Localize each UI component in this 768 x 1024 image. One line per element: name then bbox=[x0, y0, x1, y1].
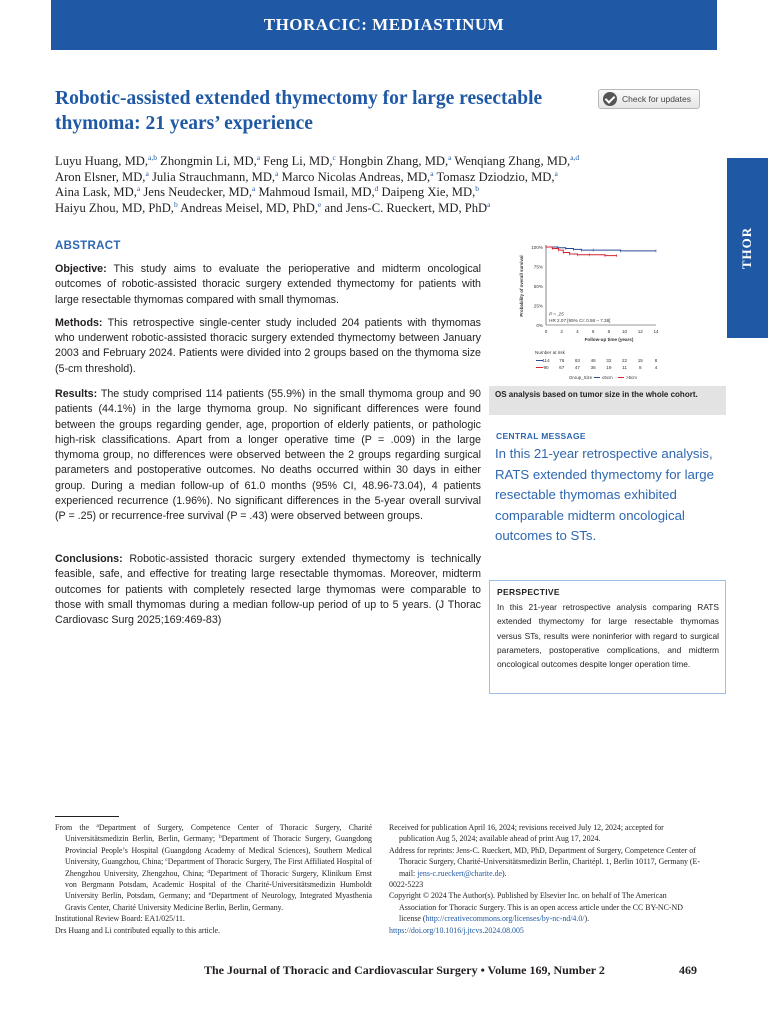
copyright-text: Copyright © 2024 The Author(s). Published by Elsevier Inc. on behalf of The American Association for Thoracic Surgery. This is an open access article under the CC BY-NC-ND license ( bbox=[389, 891, 683, 924]
conclusions-label: Conclusions: bbox=[55, 553, 123, 565]
author-affiliation-mark: a,d bbox=[570, 153, 580, 162]
article-title: Robotic-assisted extended thymectomy for large resectable thymoma: 21 years’ experience bbox=[55, 88, 543, 134]
affiliations-intro: From the bbox=[55, 823, 97, 832]
footnote-rule bbox=[55, 816, 119, 817]
affiliation-mark: d bbox=[207, 868, 211, 875]
affiliation-mark: e bbox=[208, 891, 212, 898]
risk-count: 36 bbox=[590, 365, 596, 370]
affiliation-text: Department of Neurology, Integrated Myasthenia Gravis Center, Charité University Medicine Berlin, Berlin, Germany. bbox=[65, 891, 372, 912]
risk-count: 8 bbox=[639, 365, 642, 370]
results-paragraph bbox=[55, 387, 481, 525]
affiliation-text: Department of Surgery, Competence Center of Thoracic Surgery, Charité Universitätsmedizin Berlin, Berlin, Germany; bbox=[65, 823, 372, 844]
contribution-note: Drs Huang and Li contributed equally to this article. bbox=[55, 925, 221, 935]
risk-count: 76 bbox=[559, 358, 565, 363]
author-affiliation-mark: a bbox=[145, 168, 149, 178]
survival-figure bbox=[489, 241, 726, 386]
author-name: Andreas Meisel, MD, PhD, bbox=[180, 200, 318, 215]
author-name: Daipeng Xie, MD, bbox=[381, 185, 476, 200]
risk-count: 8 bbox=[654, 358, 658, 363]
legend-title: Group_Size bbox=[569, 375, 593, 380]
author-affiliation-mark: a bbox=[275, 168, 279, 178]
author-affiliation-mark: a bbox=[487, 199, 491, 209]
risk-count: 11 bbox=[622, 365, 627, 370]
y-tick-label: 100% bbox=[531, 245, 543, 250]
author-name: Hongbin Zhang, MD, bbox=[339, 154, 449, 168]
figure-caption: OS analysis based on tumor size in the whole cohort. bbox=[489, 386, 726, 415]
author-affiliation-mark: d bbox=[374, 184, 379, 194]
author-name: Aron Elsner, MD, bbox=[55, 169, 146, 184]
objective-label: Objective: bbox=[55, 263, 107, 275]
x-tick-label: 4 bbox=[576, 329, 579, 334]
y-tick-label: 75% bbox=[533, 264, 543, 270]
perspective-heading: PERSPECTIVE bbox=[497, 587, 560, 597]
author-name: Haiyu Zhou, MD, PhD, bbox=[55, 200, 174, 215]
results-text: The study comprised 114 patients (55.9%) in the small thymoma group and 90 patients (44.1%) in the large thymoma group. No significant differences were found between the groups regarding gender, age, proportion of elderly patients, or pathologic high-risk classifications. Apart from a longer operative time (P = .009) in the large thymoma group, no differences were observed between the 2 groups regarding surgical parameters and postoperative outcomes. No deaths occurred within 30 days in either group. During a median follow-up of 61.0 months (95% CI, 48.96-73.04), 4 patients experienced recurrence (1.96%). No significant differences in the 5-year overall survival (P = .25) or recurrence-free survival (P = .43) were observed between groups. bbox=[55, 388, 481, 523]
risk-count: 46 bbox=[590, 358, 596, 363]
email-link[interactable]: jens-c.rueckert@charite.de bbox=[417, 868, 503, 878]
author-affiliation-mark: a bbox=[430, 168, 434, 178]
risk-count: 19 bbox=[606, 365, 612, 370]
author-affiliation-mark: a bbox=[136, 184, 141, 194]
x-tick-label: 12 bbox=[637, 329, 643, 334]
perspective-text: In this 21-year retrospective analysis comparing RATS extended thymectomy for large resectable thymomas versus STs, results were noninferior with regard to surgical parameters, postoperative complications, and midterm oncological outcomes despite longer operation time. bbox=[497, 602, 719, 670]
footnotes-right bbox=[389, 822, 701, 936]
author-affiliation-mark: b bbox=[475, 184, 479, 194]
author-affiliation-mark: a bbox=[554, 168, 558, 178]
affiliations bbox=[55, 822, 372, 913]
author-affiliation-mark: a,b bbox=[148, 153, 158, 162]
perspective-box bbox=[489, 580, 726, 694]
risk-table-title: Number at risk bbox=[535, 350, 565, 355]
risk-count: 47 bbox=[574, 365, 580, 370]
copyright-end: ). bbox=[584, 914, 590, 924]
journal-footer: The Journal of Thoracic and Cardiovascular Surgery • Volume 169, Number 2 bbox=[204, 963, 605, 977]
author-name: Wenqiang Zhang, MD, bbox=[454, 154, 571, 168]
affiliation-mark: b bbox=[218, 834, 222, 841]
x-tick-label: 10 bbox=[622, 329, 628, 334]
author-name: Aina Lask, MD, bbox=[55, 185, 137, 200]
address-text: Address for reprints: Jens-C. Rueckert, MD, PhD, Department of Surgery, Competence Center of Thoracic Surgery, Charité-Universitätsmedizin Berlin, Charitépl. 1, Berlin 10117, Germany (E-mail: bbox=[389, 845, 701, 878]
author-affiliation-mark: a bbox=[251, 184, 256, 194]
risk-count: 63 bbox=[574, 358, 580, 363]
author-affiliation-mark: a bbox=[448, 153, 452, 162]
conclusions-text: Robotic-assisted thoracic surgery extended thymectomy is technically feasible, safe, and effective for treating large resectable thymomas. Moreover, midterm outcomes for patients with completely resected large thymomas were comparable to those with small thymomas during a median follow-up period of up to 5 years. (J Thorac Cardiovasc Surg 2025;169:469-83) bbox=[55, 553, 481, 627]
affiliation-mark: a bbox=[96, 823, 99, 829]
side-tab-label: THOR bbox=[739, 226, 755, 270]
objective-text: This study aims to evaluate the perioperative and midterm oncological outcomes of robotic-assisted thoracic surgery extended thymectomy for patients with large resectable thymomas compared with small thymomas. bbox=[55, 263, 481, 306]
author-list bbox=[55, 154, 675, 216]
risk-count: 4 bbox=[654, 365, 658, 370]
affiliation-text: Department of Thoracic Surgery, The First Affiliated Hospital of Zhengzhou University, Zhengzhou, China; bbox=[65, 857, 373, 878]
conclusions-paragraph bbox=[55, 552, 481, 628]
author-name: Marco Nicolas Andreas, MD, bbox=[281, 169, 431, 184]
objective-paragraph bbox=[55, 262, 481, 308]
affiliation-text: Department of Thoracic Surgery, Klinikum Ernst von Bergmann Potsdam, Academic Hospital of the Charité-Universitätsmedizin Humboldt University Berlin, Potsdam, Germany; and bbox=[65, 868, 372, 901]
x-axis-label: Follow-up time (years) bbox=[584, 337, 634, 342]
legend-label: ≤5cm bbox=[602, 375, 613, 380]
risk-count: 67 bbox=[559, 365, 565, 370]
irb-note: Institutional Review Board: EA1/025/11. bbox=[55, 914, 185, 924]
address-note bbox=[389, 845, 701, 879]
check-updates-icon bbox=[603, 92, 617, 106]
risk-count: 15 bbox=[637, 358, 643, 363]
x-tick-label: 14 bbox=[653, 329, 659, 334]
risk-count: 90 bbox=[543, 365, 549, 370]
footnotes-left bbox=[55, 822, 372, 936]
author-affiliation-mark: b bbox=[173, 199, 178, 209]
author-name: Feng Li, MD, bbox=[263, 154, 333, 168]
check-updates-button[interactable] bbox=[598, 89, 700, 109]
author-affiliation-mark: a bbox=[256, 153, 261, 162]
author-name: Tomasz Dziodzio, MD, bbox=[436, 169, 555, 184]
x-tick-label: 0 bbox=[544, 329, 548, 334]
author-name: Jens Neudecker, MD, bbox=[143, 185, 252, 200]
doi-note bbox=[389, 925, 701, 936]
side-tab bbox=[727, 158, 768, 338]
y-tick-label: 25% bbox=[533, 303, 543, 309]
affiliation-mark: c bbox=[165, 857, 168, 864]
legend-label: >5cm bbox=[626, 375, 637, 380]
author-name: Luyu Huang, MD, bbox=[55, 154, 149, 168]
x-tick-label: 2 bbox=[560, 329, 563, 334]
risk-count: 22 bbox=[622, 358, 628, 363]
section-banner bbox=[51, 0, 717, 50]
address-end: ). bbox=[502, 868, 507, 878]
license-link[interactable]: http://creativecommons.org/licenses/by-nc-nd/4.0/ bbox=[425, 914, 585, 924]
author-name: Mahmoud Ismail, MD, bbox=[258, 185, 375, 200]
affiliation-text: Department of Thoracic Surgery, Guangdong Provincial People’s Hospital (Guangdong Academy of Medical Sciences), Southern Medical University, Guangzhou, China; bbox=[65, 834, 372, 867]
methods-paragraph bbox=[55, 316, 481, 377]
author-name: Julia Strauchmann, MD, bbox=[151, 169, 276, 184]
central-message-text: In this 21-year retrospective analysis, RATS extended thymectomy for large resectable thymomas exhibited comparable midterm oncological outcomes to STs. bbox=[495, 446, 714, 544]
results-label: Results: bbox=[55, 388, 98, 400]
issn: 0022-5223 bbox=[389, 880, 424, 890]
doi-link[interactable]: https://doi.org/10.1016/j.jtcvs.2024.08.005 bbox=[389, 925, 524, 935]
p-value-annotation: P = .25 bbox=[549, 311, 564, 317]
methods-label: Methods: bbox=[55, 316, 103, 329]
author-name: and Jens-C. Rueckert, MD, PhD bbox=[324, 200, 488, 215]
central-message-heading: CENTRAL MESSAGE bbox=[496, 431, 586, 441]
x-tick-label: 8 bbox=[607, 329, 611, 334]
abstract-heading: ABSTRACT bbox=[55, 240, 121, 252]
copyright-note bbox=[389, 890, 701, 924]
author-affiliation-mark: c bbox=[332, 153, 336, 162]
abstract-body bbox=[55, 262, 482, 627]
y-axis-label: Probability of overall survival bbox=[519, 255, 524, 317]
y-tick-label: 50% bbox=[533, 284, 543, 289]
author-affiliation-mark: e bbox=[318, 199, 322, 209]
received-note: Received for publication April 16, 2024; revisions received July 12, 2024; accepted for publication Aug 5, 2024; available ahead of print Aug 17, 2024. bbox=[389, 823, 664, 844]
hazard-ratio-annotation: HR 2.07 [95% CI: 0.58 – 7.38] bbox=[549, 317, 611, 323]
page-number: 469 bbox=[679, 963, 697, 977]
risk-count: 114 bbox=[542, 358, 550, 363]
check-updates-label: Check for updates bbox=[622, 94, 691, 104]
methods-text: This retrospective single-center study included 204 patients with thymomas who underwent robotic-assisted thoracic surgery extended thymectomy between January 2003 and February 2024. Patients were divided into 2 groups based on the thymoma size (5-cm threshold). bbox=[55, 316, 482, 375]
x-tick-label: 6 bbox=[591, 329, 595, 334]
author-name: Zhongmin Li, MD, bbox=[160, 154, 257, 168]
risk-count: 32 bbox=[606, 358, 612, 363]
survival-chart bbox=[489, 241, 726, 386]
section-title: THORACIC: MEDIASTINUM bbox=[263, 15, 505, 34]
y-tick-label: 0% bbox=[536, 323, 543, 328]
